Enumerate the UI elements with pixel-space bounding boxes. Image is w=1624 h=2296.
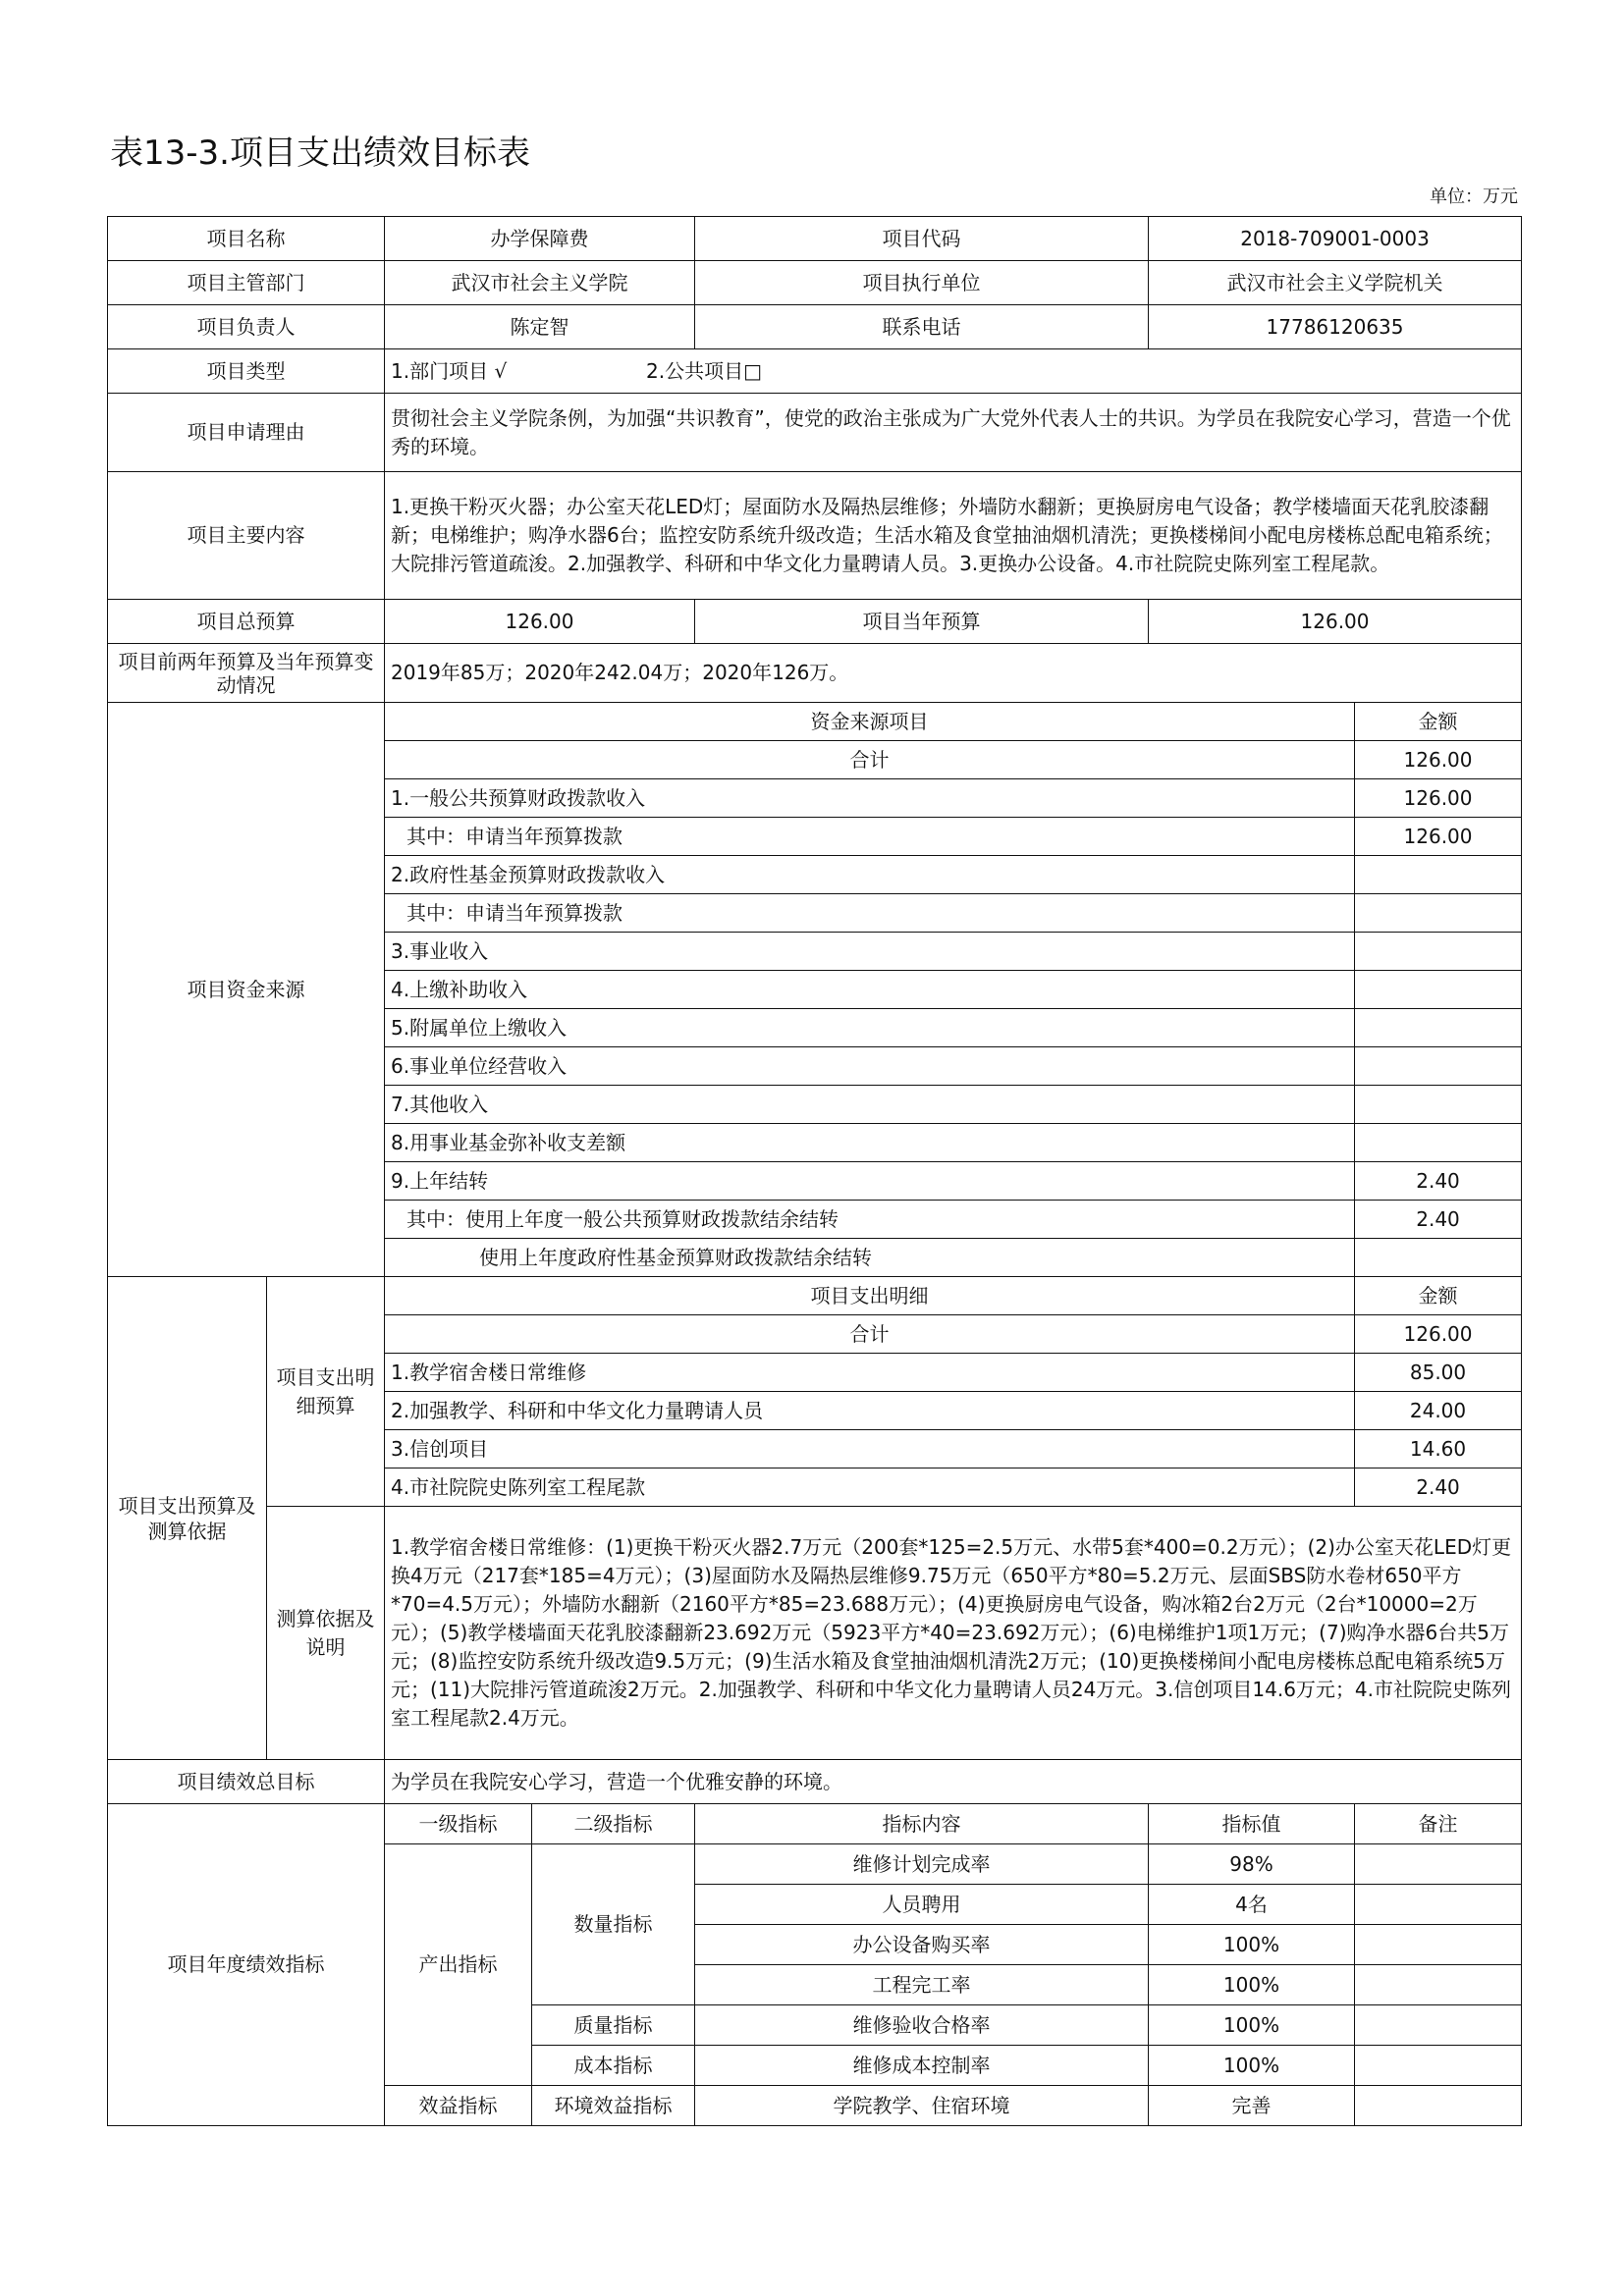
funding-item: 3.事业收入	[385, 933, 1355, 971]
row-type	[108, 349, 1522, 394]
name-label: 项目名称	[108, 217, 385, 261]
indicator-content: 办公设备购买率	[695, 1925, 1149, 1965]
expense-amount: 24.00	[1355, 1392, 1522, 1430]
lead-value: 陈定智	[385, 305, 695, 349]
funding-label: 项目资金来源	[108, 703, 385, 1277]
row-lead	[108, 305, 1522, 349]
expense-amount: 85.00	[1355, 1354, 1522, 1392]
page-title: 表13-3.项目支出绩效目标表	[110, 133, 530, 173]
row-content	[108, 472, 1522, 600]
type-option-public: 2.公共项目□	[646, 358, 762, 383]
funding-amount	[1355, 971, 1522, 1009]
basis-label: 测算依据及说明	[267, 1507, 385, 1760]
phone-value: 17786120635	[1149, 305, 1522, 349]
history-value: 2019年85万；2020年242.04万；2020年126万。	[385, 644, 1522, 703]
indicator-note	[1355, 2005, 1522, 2046]
total-label: 项目总预算	[108, 600, 385, 644]
phone-label: 联系电话	[695, 305, 1149, 349]
expense-header-row	[108, 1277, 1522, 1315]
funding-item: 2.政府性基金预算财政拨款收入	[385, 856, 1355, 894]
indicator-note	[1355, 1965, 1522, 2005]
indicator-h5: 备注	[1355, 1804, 1522, 1844]
type-option-dept: 1.部门项目 √	[391, 358, 508, 383]
funding-amount	[1355, 1009, 1522, 1047]
indicator-value: 4名	[1149, 1885, 1355, 1925]
funding-item: 使用上年度政府性基金预算财政拨款结余结转	[385, 1239, 1355, 1277]
expense-label: 项目支出预算及测算依据	[108, 1277, 267, 1760]
funding-item: 7.其他收入	[385, 1086, 1355, 1124]
indicator-value: 100%	[1149, 1925, 1355, 1965]
row-project-name	[108, 217, 1522, 261]
indicator-note	[1355, 1925, 1522, 1965]
funding-amount: 126.00	[1355, 779, 1522, 818]
funding-header-row	[108, 703, 1522, 741]
funding-amount: 2.40	[1355, 1162, 1522, 1201]
funding-item: 5.附属单位上缴收入	[385, 1009, 1355, 1047]
funding-amount	[1355, 1124, 1522, 1162]
funding-item: 其中：申请当年预算拨款	[385, 894, 1355, 933]
row-basis	[108, 1507, 1522, 1760]
funding-item: 4.上缴补助收入	[385, 971, 1355, 1009]
expense-amount: 14.60	[1355, 1430, 1522, 1468]
funding-amount	[1355, 1047, 1522, 1086]
funding-item: 合计	[385, 741, 1355, 779]
type-value	[385, 349, 1522, 394]
indicator-content: 维修计划完成率	[695, 1844, 1149, 1885]
funding-amount	[1355, 933, 1522, 971]
unit-label: 单位：万元	[1430, 187, 1518, 207]
row-total	[108, 600, 1522, 644]
expense-amount: 2.40	[1355, 1468, 1522, 1507]
funding-item: 8.用事业基金弥补收支差额	[385, 1124, 1355, 1162]
indicator-note	[1355, 1844, 1522, 1885]
indicator-value: 完善	[1149, 2086, 1355, 2126]
quality-label: 质量指标	[532, 2005, 695, 2046]
name-value: 办学保障费	[385, 217, 695, 261]
indicator-value: 100%	[1149, 1965, 1355, 2005]
indicator-content: 维修验收合格率	[695, 2005, 1149, 2046]
performance-table	[107, 216, 1522, 2126]
indicator-content: 工程完工率	[695, 1965, 1149, 2005]
funding-header-item: 资金来源项目	[385, 703, 1355, 741]
funding-amount: 126.00	[1355, 818, 1522, 856]
code-label: 项目代码	[695, 217, 1149, 261]
content-label: 项目主要内容	[108, 472, 385, 600]
indicator-value: 100%	[1149, 2046, 1355, 2086]
expense-header-item: 项目支出明细	[385, 1277, 1355, 1315]
goal-value: 为学员在我院安心学习，营造一个优雅安静的环境。	[385, 1760, 1522, 1804]
funding-item: 1.一般公共预算财政拨款收入	[385, 779, 1355, 818]
dept-value: 武汉市社会主义学院	[385, 261, 695, 305]
content-value: 1.更换干粉灭火器；办公室天花LED灯；屋面防水及隔热层维修；外墙防水翻新；更换厨房电气设备；教学楼墙面天花乳胶漆翻新；电梯维护；购净水器6台；监控安防系统升级改造；生活水箱及食堂抽油烟机清洗；更换楼梯间小配电房楼栋总配电箱系统；大院排污管道疏浚。2.加强教学、科研和中华文化力量聘请人员。3.更换办公设备。4.市社院院史陈列室工程尾款。	[385, 472, 1522, 600]
funding-amount	[1355, 1239, 1522, 1277]
expense-amount: 126.00	[1355, 1315, 1522, 1354]
indicator-value: 98%	[1149, 1844, 1355, 1885]
row-reason	[108, 394, 1522, 472]
funding-amount: 126.00	[1355, 741, 1522, 779]
dept-label: 项目主管部门	[108, 261, 385, 305]
row-goal	[108, 1760, 1522, 1804]
indicator-note	[1355, 2046, 1522, 2086]
exec-value: 武汉市社会主义学院机关	[1149, 261, 1522, 305]
quantity-label: 数量指标	[532, 1844, 695, 2005]
expense-item: 合计	[385, 1315, 1355, 1354]
funding-amount	[1355, 856, 1522, 894]
basis-value: 1.教学宿舍楼日常维修：(1)更换干粉灭火器2.7万元（200套*125=2.5万元、水带5套*400=0.2万元）；(2)办公室天花LED灯更换4万元（217套*185=4万元）；(3)屋面防水及隔热层维修9.75万元（650平方*80=5.2万元、层面SBS防水卷材650平方*70=4.5万元）；外墙防水翻新（2160平方*85=23.688万元）；(4)更换厨房电气设备，购冰箱2台2万元（2台*10000=2万元）；(5)教学楼墙面天花乳胶漆翻新23.692万元（5923平方*40=23.692万元）；(6)电梯维护1项1万元；(7)购净水器6台共5万元；(8)监控安防系统升级改造9.5万元；(9)生活水箱及食堂抽油烟机清洗2万元；(10)更换楼梯间小配电房楼栋总配电箱系统5万元；(11)大院排污管道疏浚2万元。2.加强教学、科研和中华文化力量聘请人员24万元。3.信创项目14.6万元；4.市社院院史陈列室工程尾款2.4万元。	[385, 1507, 1522, 1760]
reason-label: 项目申请理由	[108, 394, 385, 472]
funding-amount: 2.40	[1355, 1201, 1522, 1239]
funding-amount	[1355, 894, 1522, 933]
history-label: 项目前两年预算及当年预算变动情况	[108, 644, 385, 703]
expense-item: 1.教学宿舍楼日常维修	[385, 1354, 1355, 1392]
current-value: 126.00	[1149, 600, 1522, 644]
expense-detail-label: 项目支出明细预算	[267, 1277, 385, 1507]
expense-item: 3.信创项目	[385, 1430, 1355, 1468]
lead-label: 项目负责人	[108, 305, 385, 349]
funding-header-amount: 金额	[1355, 703, 1522, 741]
current-label: 项目当年预算	[695, 600, 1149, 644]
row-dept	[108, 261, 1522, 305]
exec-label: 项目执行单位	[695, 261, 1149, 305]
type-label: 项目类型	[108, 349, 385, 394]
indicator-value: 100%	[1149, 2005, 1355, 2046]
code-value: 2018-709001-0003	[1149, 217, 1522, 261]
funding-amount	[1355, 1086, 1522, 1124]
indicator-h3: 指标内容	[695, 1804, 1149, 1844]
indicator-content: 学院教学、住宿环境	[695, 2086, 1149, 2126]
indicator-content: 人员聘用	[695, 1885, 1149, 1925]
expense-header-amount: 金额	[1355, 1277, 1522, 1315]
indicator-h1: 一级指标	[385, 1804, 532, 1844]
goal-label: 项目绩效总目标	[108, 1760, 385, 1804]
row-history	[108, 644, 1522, 703]
funding-item: 其中：申请当年预算拨款	[385, 818, 1355, 856]
reason-value: 贯彻社会主义学院条例，为加强“共识教育”，使党的政治主张成为广大党外代表人士的共识。为学员在我院安心学习，营造一个优秀的环境。	[385, 394, 1522, 472]
cost-label: 成本指标	[532, 2046, 695, 2086]
benefit-label: 效益指标	[385, 2086, 532, 2126]
funding-item: 6.事业单位经营收入	[385, 1047, 1355, 1086]
indicator-content: 维修成本控制率	[695, 2046, 1149, 2086]
expense-item: 2.加强教学、科研和中华文化力量聘请人员	[385, 1392, 1355, 1430]
indicator-header-row	[108, 1804, 1522, 1844]
indicator-label: 项目年度绩效指标	[108, 1804, 385, 2126]
indicator-h2: 二级指标	[532, 1804, 695, 1844]
indicator-note	[1355, 1885, 1522, 1925]
total-value: 126.00	[385, 600, 695, 644]
output-label: 产出指标	[385, 1844, 532, 2086]
expense-item: 4.市社院院史陈列室工程尾款	[385, 1468, 1355, 1507]
funding-item: 9.上年结转	[385, 1162, 1355, 1201]
funding-item: 其中：使用上年度一般公共预算财政拨款结余结转	[385, 1201, 1355, 1239]
env-label: 环境效益指标	[532, 2086, 695, 2126]
indicator-note	[1355, 2086, 1522, 2126]
indicator-h4: 指标值	[1149, 1804, 1355, 1844]
